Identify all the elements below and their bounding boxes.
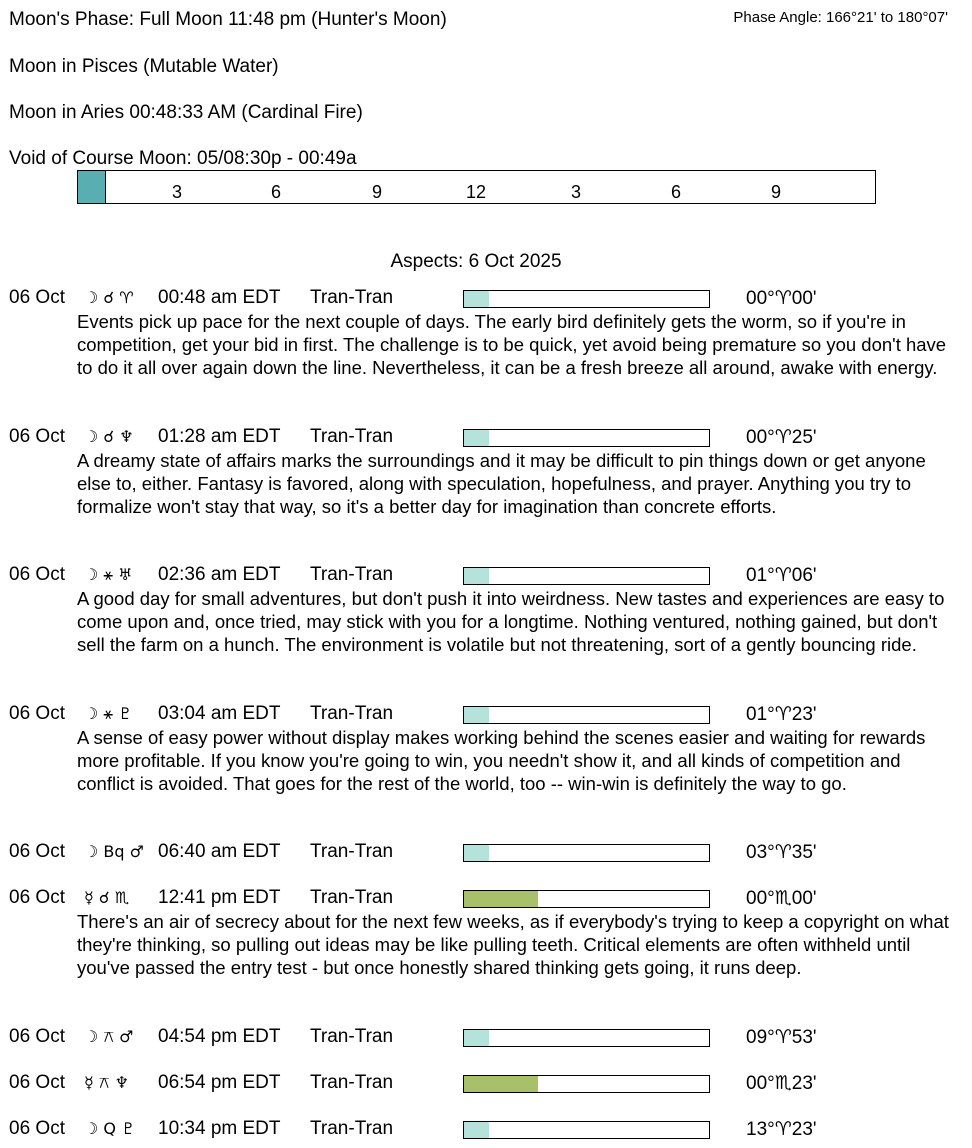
timeline-divider [105,171,106,203]
aspect-description: A good day for small adventures, but don't push it into weirdness. New tastes and experiences are easy to come upon and, once tried, may stick with you for a longtime. Nothing ventured, nothing gained, but don't sell the farm on a hunch. The environment is volatile but not threatening, sort of a gently bouncing ride. [77,588,945,655]
aspect-glyphs-icon: ☽ ⚹ ♇ [84,704,133,723]
timeline-fill [78,171,105,203]
aspect-type: Tran-Tran [310,1072,394,1093]
aspect-glyphs-icon: ☽ ⚻ ♂ [84,1027,134,1046]
aspect-type: Tran-Tran [310,287,394,308]
aspect-position: 13°♈23' [746,1119,817,1140]
aspect-glyphs-icon: ☽ ⚹ ♅ [84,565,133,584]
aspect-glyphs-icon: ☽ Bq ♂ [84,842,144,861]
timeline-tick: 3 [570,182,582,202]
phase-angle: Phase Angle: 166°21' to 180°07' [733,9,948,26]
aspect-date: 06 Oct [9,887,65,908]
aspect-position: 00°♏00' [746,888,817,909]
aspect-position: 00°♈00' [746,288,817,309]
aspect-position: 09°♈53' [746,1027,817,1048]
timeline-tick: 3 [171,182,183,202]
aspect-glyphs-icon: ☿ ☌ ♏ [84,888,130,907]
void-of-course: Void of Course Moon: 05/08:30p - 00:49a [9,148,357,169]
aspect-time: 02:36 am EDT [158,564,281,585]
aspect-date: 06 Oct [9,426,65,447]
aspect-strength-bar [463,1075,710,1093]
moon-sign-aries: Moon in Aries 00:48:33 AM (Cardinal Fire) [9,102,363,123]
aspect-strength-bar [463,844,710,862]
aspect-position: 03°♈35' [746,842,817,863]
aspect-description: A dreamy state of affairs marks the surroundings and it may be difficult to pin things down or get anyone else to, either. Fantasy is favored, along with speculation, hopefulness, and prayer. Anything you try to formalize won't stay that way, so it's a better day for imagination than concrete efforts. [77,450,926,517]
timeline-tick: 9 [371,182,383,202]
aspect-strength-bar [463,1029,710,1047]
aspect-time: 03:04 am EDT [158,703,281,724]
timeline-tick: 6 [270,182,282,202]
aspect-type: Tran-Tran [310,887,394,908]
aspect-position: 01°♈06' [746,565,817,586]
aspect-time: 10:34 pm EDT [158,1118,281,1139]
aspect-strength-bar [463,429,710,447]
aspect-time: 04:54 pm EDT [158,1026,281,1047]
aspect-strength-fill [464,1076,538,1092]
aspect-strength-fill [464,430,489,446]
aspect-date: 06 Oct [9,703,65,724]
aspect-glyphs-icon: ☽ Q ♇ [84,1119,136,1138]
aspect-type: Tran-Tran [310,1026,394,1047]
aspect-type: Tran-Tran [310,841,394,862]
aspect-type: Tran-Tran [310,426,394,447]
aspect-description: Events pick up pace for the next couple of days. The early bird definitely gets the worm, so if you're in competition, get your bid in first. The challenge is to be quick, yet avoid being premature so you don't have to do it all over again down the line. Nevertheless, it can be a fresh breeze all around, awake with energy. [77,311,947,378]
timeline-tick: 9 [770,182,782,202]
aspect-strength-bar [463,1121,710,1139]
aspect-glyphs-icon: ☽ ☌ ♈ [84,288,134,307]
aspect-strength-fill [464,707,489,723]
aspect-position: 00°♈25' [746,427,817,448]
aspect-date: 06 Oct [9,841,65,862]
timeline-tick: 6 [670,182,682,202]
aspect-glyphs-icon: ☿ ⚻ ♆ [84,1073,129,1092]
aspect-time: 06:54 pm EDT [158,1072,281,1093]
aspect-strength-fill [464,1030,489,1046]
aspect-position: 00°♏23' [746,1073,817,1094]
aspect-type: Tran-Tran [310,703,394,724]
timeline-tick: 12 [465,182,487,202]
void-of-course-timeline [77,170,876,204]
aspect-description: A sense of easy power without display makes working behind the scenes easier and waiting for rewards more profitable. If you know you're going to win, you needn't show it, and all kinds of competition and conflict is avoided. That goes for the rest of the world, too -- win-win is definitely the way to go. [77,727,926,794]
aspect-strength-bar [463,706,710,724]
aspect-type: Tran-Tran [310,1118,394,1139]
aspect-strength-fill [464,568,489,584]
aspect-time: 00:48 am EDT [158,287,281,308]
aspect-strength-bar [463,290,710,308]
aspect-date: 06 Oct [9,287,65,308]
aspect-description: There's an air of secrecy about for the next few weeks, as if everybody's trying to keep a copyright on what they're thinking, so pulling out ideas may be like pulling teeth. Critical elements are often withheld until you've passed the entry test - but once honestly shared thinking gets going, it runs deep. [77,911,949,978]
aspect-date: 06 Oct [9,1026,65,1047]
aspect-strength-fill [464,291,489,307]
aspect-strength-fill [464,1122,489,1138]
aspect-date: 06 Oct [9,1072,65,1093]
aspect-time: 06:40 am EDT [158,841,281,862]
aspect-strength-fill [464,845,489,861]
aspect-position: 01°♈23' [746,704,817,725]
aspect-strength-bar [463,890,710,908]
aspect-time: 01:28 am EDT [158,426,281,447]
aspect-strength-bar [463,567,710,585]
aspects-title: Aspects: 6 Oct 2025 [390,251,562,272]
aspect-glyphs-icon: ☽ ☌ ♆ [84,427,134,446]
moon-phase: Moon's Phase: Full Moon 11:48 pm (Hunter's Moon) [9,9,447,30]
aspect-date: 06 Oct [9,564,65,585]
aspect-strength-fill [464,891,538,907]
aspect-time: 12:41 pm EDT [158,887,281,908]
aspect-date: 06 Oct [9,1118,65,1139]
moon-sign-pisces: Moon in Pisces (Mutable Water) [9,56,279,77]
aspect-type: Tran-Tran [310,564,394,585]
